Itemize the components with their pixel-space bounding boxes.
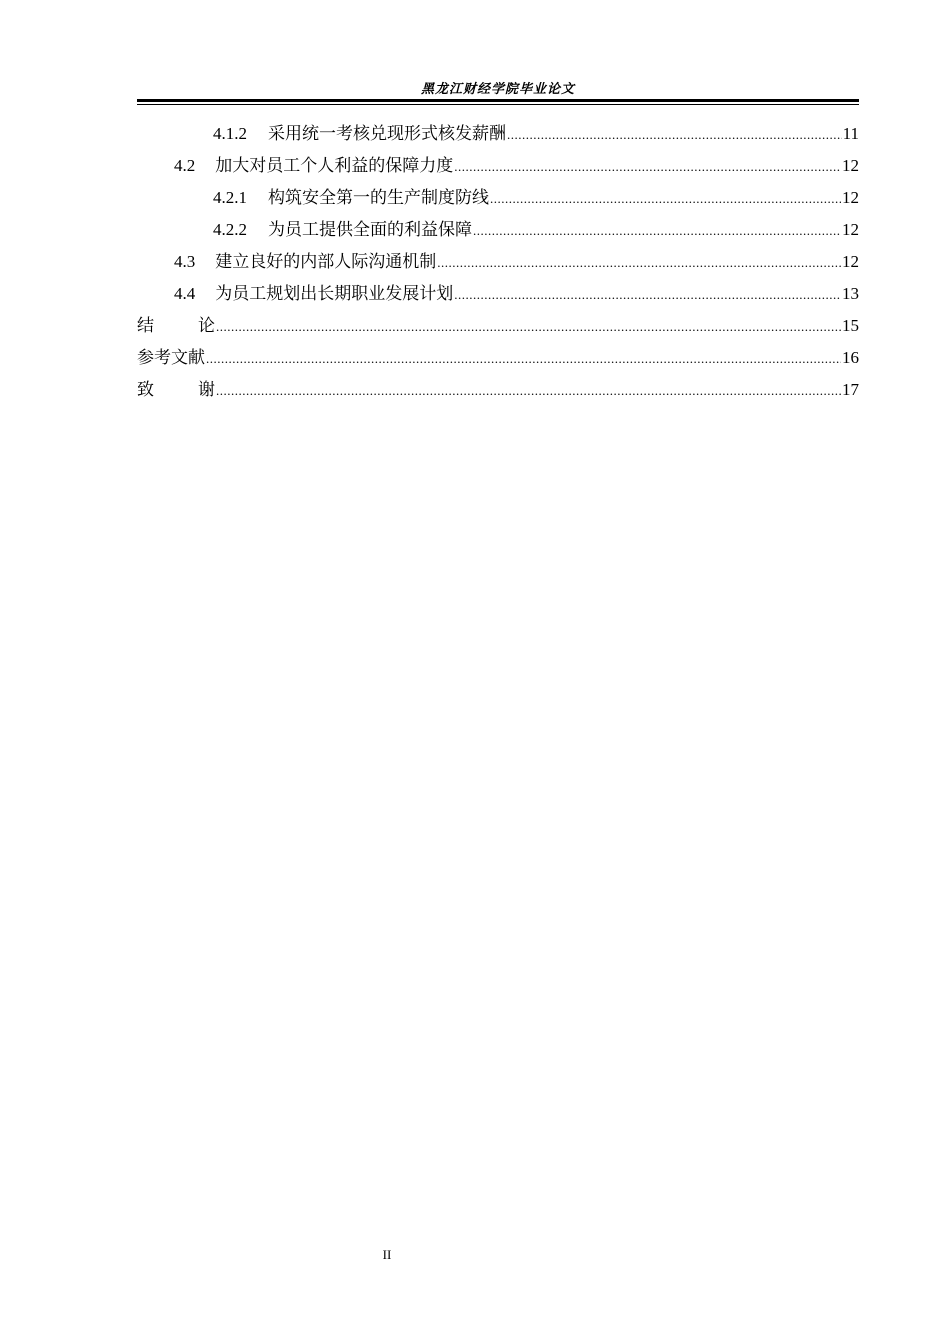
toc-entry-page: 12 — [842, 252, 859, 271]
toc-dot-leader — [454, 155, 841, 179]
toc-dot-leader — [437, 251, 841, 275]
toc-entry-title-part: 结 — [137, 316, 154, 335]
toc-entry[interactable] — [137, 250, 859, 282]
page-header-title: 黑龙江财经学院毕业论文 — [420, 81, 575, 96]
toc-entry-title: 采用统一考核兑现形式核发薪酬 — [268, 124, 506, 143]
toc-entry[interactable] — [137, 282, 859, 314]
toc-entry[interactable] — [137, 122, 859, 154]
toc-dot-leader — [454, 283, 841, 307]
toc-entry-title — [137, 378, 215, 402]
toc-entry-title: 为员工提供全面的利益保障 — [268, 220, 472, 239]
toc-entry-title: 构筑安全第一的生产制度防线 — [268, 188, 489, 207]
toc-entry-title — [137, 314, 215, 338]
toc-dot-leader — [206, 347, 841, 371]
toc-entry-number: 4.1.2 — [213, 124, 247, 143]
toc-entry-page: 17 — [842, 380, 859, 399]
toc-entry-title-part: 谢 — [198, 380, 215, 399]
toc-entry-page: 15 — [842, 316, 859, 335]
footer-page-number: II — [382, 1247, 392, 1262]
toc-entry-number: 4.2.1 — [213, 188, 247, 207]
header-rule-thin — [137, 104, 859, 105]
toc-entry-page: 12 — [842, 220, 859, 239]
toc-entry[interactable] — [137, 218, 859, 250]
toc-dot-leader — [473, 219, 841, 243]
toc-entry-title: 参考文献 — [137, 348, 205, 367]
toc-entry[interactable] — [137, 154, 859, 186]
toc-entry-page: 16 — [842, 348, 859, 367]
toc-entry-number: 4.4 — [174, 284, 196, 303]
toc-entry-page: 13 — [842, 284, 859, 303]
toc-entry-title: 为员工规划出长期职业发展计划 — [215, 284, 454, 303]
toc-entry-number: 4.2.2 — [213, 220, 247, 239]
toc-entry[interactable] — [137, 186, 859, 218]
toc-entry-page: 12 — [842, 188, 859, 207]
toc-entry-title-part: 致 — [137, 380, 154, 399]
toc-dot-leader — [216, 379, 841, 403]
toc-dot-leader — [216, 315, 841, 339]
toc-entry-acknowledgements[interactable] — [137, 378, 859, 410]
toc-entry-conclusion[interactable] — [137, 314, 859, 346]
toc-entry-title: 加大对员工个人利益的保障力度 — [215, 156, 454, 175]
toc-entry-title: 建立良好的内部人际沟通机制 — [215, 252, 437, 271]
toc-entry-number: 4.2 — [174, 156, 196, 175]
toc-dot-leader — [507, 123, 842, 147]
toc-entry-references[interactable] — [137, 346, 859, 378]
toc-entry-page: 11 — [842, 124, 859, 143]
toc-entry-title-part: 论 — [198, 316, 215, 335]
toc-entry-page: 12 — [842, 156, 859, 175]
toc-entry-number: 4.3 — [174, 252, 196, 271]
header-rule-thick — [137, 99, 859, 102]
toc-dot-leader — [490, 187, 841, 211]
table-of-contents — [137, 122, 859, 410]
